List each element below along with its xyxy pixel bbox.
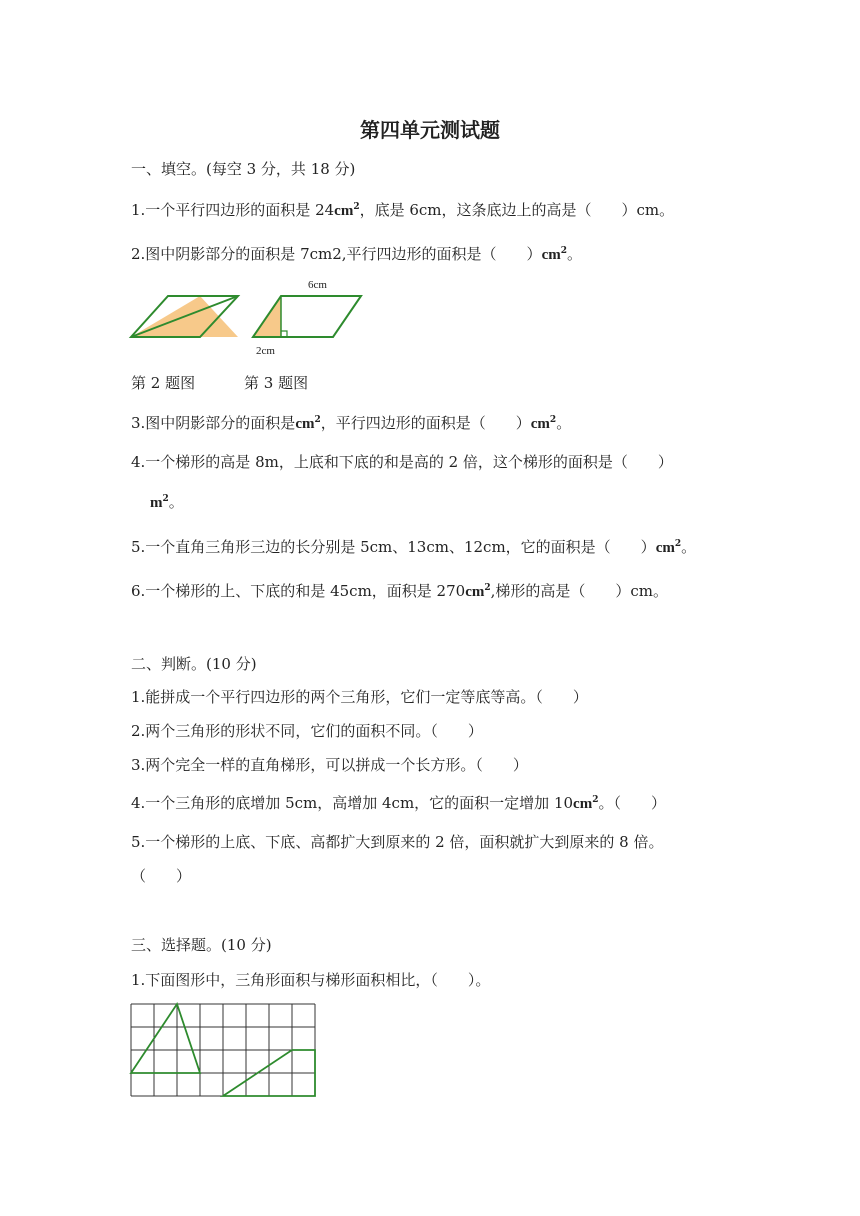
unit-exponent: 2: [674, 539, 682, 549]
unit-exponent: 2: [353, 202, 360, 212]
unit: cm: [573, 796, 593, 812]
fill-question-5: [131, 536, 696, 557]
parallelogram-q3: [253, 296, 361, 337]
fill-question-4: 4.一个梯形的高是 8m，上底和下底的和是高的 2 倍，这个梯形的面积是（ ）: [131, 453, 673, 471]
unit: cm: [295, 416, 315, 432]
question-text: 4.一个三角形的底增加 5cm，高增加 4cm，它的面积一定增加 10: [131, 794, 574, 812]
question-text: 6.一个梯形的上、下底的和是 45cm，面积是 270: [131, 582, 466, 600]
question-text: ,梯形的高是（ ）cm。: [490, 582, 669, 600]
figure-bottom-label: 2cm: [256, 345, 275, 357]
question-text: 5.一个直角三角形三边的长分别是 5cm、13cm、12cm，它的面积是（ ）: [131, 538, 656, 556]
unit: cm: [465, 584, 485, 600]
choice-question-1: 1.下面图形中，三角形面积与梯形面积相比，（ ）。: [131, 971, 491, 989]
caption-figure-2: 第 2 题图: [131, 374, 196, 392]
unit-exponent: 2: [592, 795, 599, 805]
question-text: ，底是 6cm，这条底边上的高是（ ）cm。: [359, 201, 675, 219]
question-text: 。（ ）: [598, 794, 666, 812]
judge-question-5-answer: （ ）: [131, 867, 192, 885]
fill-question-6: [131, 580, 668, 601]
caption-figure-3: 第 3 题图: [244, 374, 309, 392]
page-title: 第四单元测试题: [360, 118, 500, 142]
unit: cm: [530, 416, 550, 432]
triangle-shape: [131, 1004, 200, 1073]
fill-question-4-unit-line: [150, 491, 184, 512]
fill-question-3: [131, 412, 571, 433]
question-text: 2.图中阴影部分的面积是 7cm2,平行四边形的面积是（ ）: [131, 245, 542, 263]
unit-exponent: 2: [560, 246, 567, 256]
section-2-heading: 二、判断。(10 分): [131, 655, 257, 673]
question-text: 。: [556, 414, 572, 432]
question-text: 。: [168, 493, 184, 511]
judge-question-1: 1.能拼成一个平行四边形的两个三角形，它们一定等底等高。（ ）: [131, 688, 588, 706]
judge-question-5: 5.一个梯形的上底、下底、高都扩大到原来的 2 倍，面积就扩大到原来的 8 倍。: [131, 833, 664, 851]
unit: cm: [655, 540, 675, 556]
question-text: 1.一个平行四边形的面积是 24: [131, 201, 335, 219]
judge-question-3: 3.两个完全一样的直角梯形，可以拼成一个长方形。（ ）: [131, 756, 528, 774]
grid-figure: [130, 1003, 318, 1099]
unit: cm: [334, 203, 354, 219]
question-text: 。: [566, 245, 582, 263]
unit-exponent: 2: [549, 415, 557, 425]
unit: cm: [541, 247, 561, 263]
unit-exponent: 2: [484, 583, 491, 593]
unit-exponent: 2: [314, 415, 321, 425]
section-3-heading: 三、选择题。(10 分): [131, 936, 272, 954]
unit-exponent: 2: [162, 494, 169, 504]
figure-top-label: 6cm: [308, 279, 327, 291]
question-text: 3.图中阴影部分的面积是: [131, 414, 296, 432]
unit: m: [150, 495, 163, 511]
question-text: ，平行四边形的面积是（ ）: [320, 414, 531, 432]
judge-question-2: 2.两个三角形的形状不同，它们的面积不同。（ ）: [131, 722, 483, 740]
judge-question-4: [131, 792, 666, 813]
section-1-heading: 一、填空。(每空 3 分，共 18 分): [131, 160, 356, 178]
question-text: 。: [681, 538, 697, 556]
